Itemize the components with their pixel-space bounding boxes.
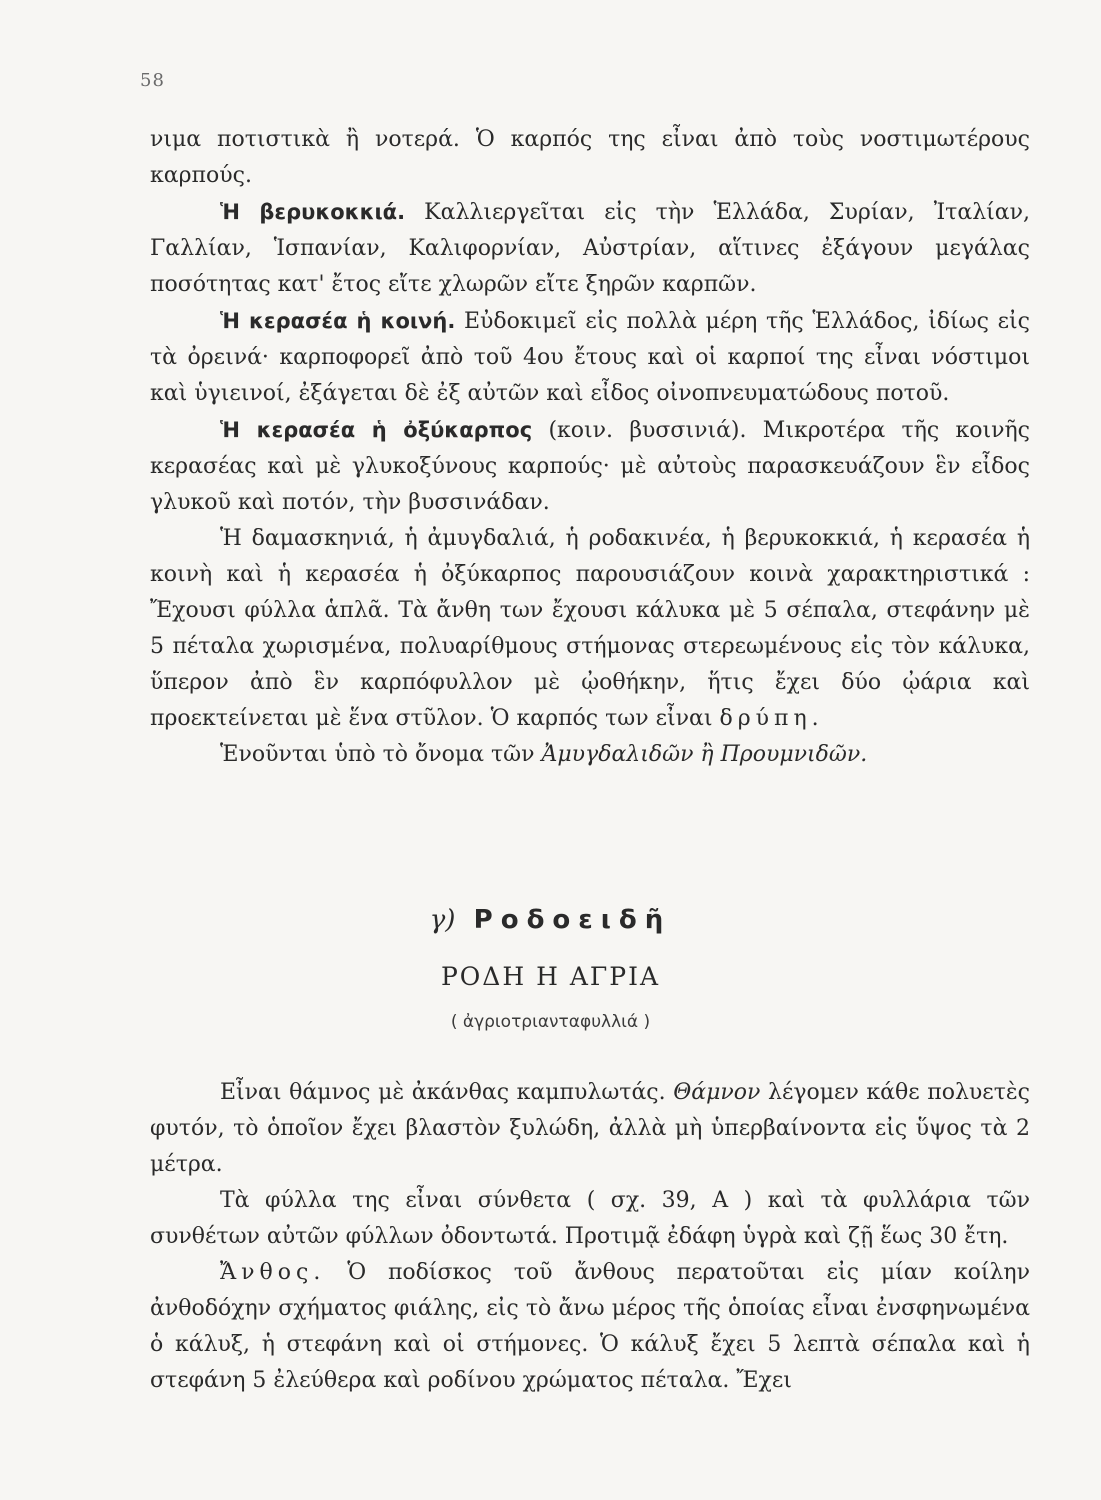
page-number: 58 — [140, 70, 165, 91]
paragraph-common-features-text: Ἡ δαμασκηνιά, ἡ ἀμυγδαλιά, ἡ ροδακινέα, ἡ βερυκοκκιά, ἡ κερασέα ἡ κοινὴ καὶ ἡ κερασέα ἡ ὀξύκαρπος παρουσιάζουν κοινὰ χαρακτηριστικά : Ἔχουσι φύλλα ἁπλᾶ. Τὰ ἄνθη των ἔχουσι κάλυκα μὲ 5 σέπαλα, στεφάνην μὲ 5 πέταλα χωρισμένα, πολυαρίθμους στήμονας στερεωμένους εἰς τὸν κάλυκα, ὕπερον ἀπὸ ἓν καρπόφυλλον μὲ ᾠοθήκην, ἥτις ἔχει δύο ᾠάρια καὶ προεκτείνεται μὲ ἕνα στῦλον. Ὁ καρπός των εἶναι — [150, 526, 1030, 731]
paragraph-flower — [150, 1255, 1030, 1399]
paragraph-apricot-text: Καλλιεργεῖται εἰς τὴν Ἑλλάδα, Συρίαν, Ἰταλίαν, Γαλλίαν, Ἱσπανίαν, Καλιφορνίαν, Αὐστρίαν, αἵτινες ἐξάγουν μεγάλας ποσότητας κατ' ἔτος εἴτε χλωρῶν εἴτε ξηρῶν καρπῶν. — [150, 200, 1030, 297]
section-letter: γ) — [429, 905, 456, 935]
term-drupe: δρύπη. — [719, 706, 824, 731]
term-sour-cherry: Ἡ κερασέα ἡ ὀξύκαρπος — [220, 418, 533, 442]
paragraph-cherry-text: Εὐδοκιμεῖ εἰς πολλὰ μέρη τῆς Ἑλλάδος, ἰδίως εἰς τὰ ὀρεινά· καρποφορεῖ ἀπὸ τοῦ 4ου ἔτους καὶ οἱ καρποί της εἶναι νόστιμοι καὶ ὑγιεινοί, ἐξάγεται δὲ ἐξ αὐτῶν καὶ εἶδος οἰνοπνευματώδους ποτοῦ. — [150, 309, 1030, 406]
paragraph-cherry — [150, 303, 1030, 412]
top-text-block — [150, 122, 1030, 773]
plant-common-name: ( ἀγριοτριανταφυλλιά ) — [450, 1012, 651, 1032]
section-heading — [0, 905, 1101, 935]
term-apricot: Ἡ βερυκοκκιά. — [220, 200, 406, 224]
paragraph-shrub-text-a: Εἶναι θάμνος μὲ ἀκάνθας καμπυλωτάς. — [220, 1080, 674, 1105]
paragraph-shrub — [150, 1075, 1030, 1183]
section-title: Ροδοειδῆ — [473, 905, 672, 935]
paragraph-continuation: νιμα ποτιστικὰ ἢ νοτερά. Ὁ καρπός της εἶναι ἀπὸ τοὺς νοστιμωτέρους καρπούς. — [150, 127, 1030, 188]
term-flower: Ἄνθος. — [220, 1260, 326, 1285]
plant-title: ΡΟΔΗ Η ΑΓΡΙΑ — [440, 962, 661, 991]
paragraph-family-text: Ἑνοῦνται ὑπὸ τὸ ὄνομα τῶν — [220, 742, 542, 767]
bottom-text-block — [150, 1075, 1030, 1399]
paragraph-family-name — [150, 737, 1030, 773]
paragraph-flower-text: Ὁ ποδίσκος τοῦ ἄνθους περατοῦται εἰς μίαν κοίλην ἀνθοδόχην σχήματος φιάλης, εἰς τὸ ἄνω μέρος τῆς ὁποίας εἶναι ἐνσφηνωμένα ὁ κάλυξ, ἡ στεφάνη καὶ οἱ στήμονες. Ὁ κάλυξ ἔχει 5 λεπτὰ σέπαλα καὶ ἡ στεφάνη 5 ἐλεύθερα καὶ ροδίνου χρώματος πέταλα. Ἔχει — [150, 1260, 1030, 1393]
paragraph-common-features — [150, 521, 1030, 737]
term-family: Ἀμυγδαλιδῶν ἢ Προυμνιδῶν. — [541, 742, 868, 767]
paragraph-apricot — [150, 194, 1030, 303]
term-cherry: Ἡ κερασέα ἡ κοινή. — [220, 309, 456, 333]
paragraph-sour-cherry-text: (κοιν. βυσσινιά). Μικροτέρα τῆς κοινῆς κερασέας καὶ μὲ γλυκοξύνους καρπούς· μὲ αὐτοὺς παρασκευάζουν ἓν εἶδος γλυκοῦ καὶ ποτόν, τὴν βυσσινάδαν. — [150, 418, 1030, 515]
paragraph-sour-cherry — [150, 412, 1030, 521]
paragraph-leaves: Τὰ φύλλα της εἶναι σύνθετα ( σχ. 39, Α ) καὶ τὰ φυλλάρια τῶν συνθέτων αὐτῶν φύλλων ὀδοντωτά. Προτιμᾷ ἐδάφη ὑγρὰ καὶ ζῇ ἕως 30 ἔτη. — [150, 1188, 1030, 1249]
term-shrub: Θάμνον — [673, 1080, 761, 1105]
paragraph-shrub-text-b: λέγομεν κάθε πολυετὲς φυτόν, τὸ ὁποῖον ἔχει βλαστὸν ξυλώδη, ἀλλὰ μὴ ὑπερβαίνοντα εἰς ὕψος τὰ 2 μέτρα. — [150, 1080, 1030, 1177]
